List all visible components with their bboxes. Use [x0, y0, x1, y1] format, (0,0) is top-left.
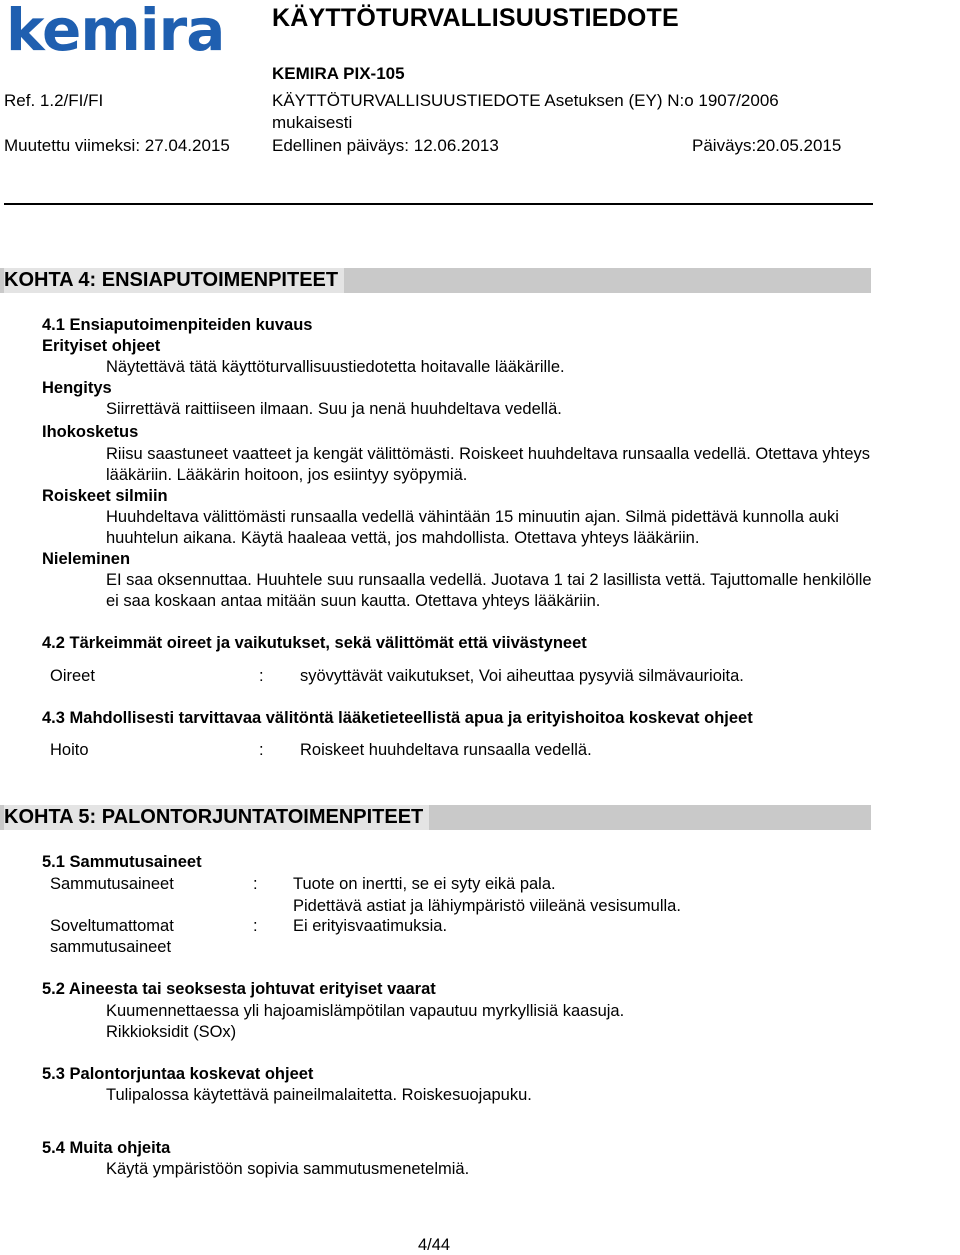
treatment-colon: :	[259, 741, 264, 759]
suitable-media-colon: :	[253, 875, 258, 893]
revised-date: Muutettu viimeksi: 27.04.2015	[4, 136, 230, 155]
unsuitable-media-colon: :	[253, 917, 258, 935]
treatment-value: Roiskeet huuhdeltava runsaalla vedellä.	[300, 741, 592, 759]
skin-contact-text-1: Riisu saastuneet vaatteet ja kengät välittömästi. Roiskeet huuhdeltava runsaalla vedellä. Otettava yhteys	[106, 445, 871, 463]
logo-text: kemira	[6, 2, 225, 56]
regulation-line-1: KÄYTTÖTURVALLISUUSTIEDOTE Asetuksen (EY) N:o 1907/2006	[272, 91, 779, 110]
skin-contact-text-2: lääkäriin. Lääkärin hoitoon, jos esiintyy syöpymiä.	[106, 466, 468, 484]
skin-contact-label: Ihokosketus	[42, 423, 139, 441]
suitable-media-label: Sammutusaineet	[50, 875, 174, 893]
reference-number: Ref. 1.2/FI/FI	[4, 91, 104, 110]
ingestion-text-1: EI saa oksennuttaa. Huuhtele suu runsaalla vedellä. Juotava 1 tai 2 lasillista vettä. Tajuttomalle henkilölle	[106, 571, 872, 589]
subsection-5-2-title: 5.2 Aineesta tai seoksesta johtuvat erityiset vaarat	[42, 980, 436, 998]
unsuitable-media-value: Ei erityisvaatimuksia.	[293, 917, 448, 935]
special-hazards-text-1: Kuumennettaessa yli hajoamislämpötilan vapautuu myrkyllisiä kaasuja.	[106, 1002, 625, 1020]
ingestion-text-2: ei saa koskaan antaa mitään suun kautta. Otettava yhteys lääkäriin.	[106, 592, 601, 610]
issue-date: Päiväys:20.05.2015	[692, 136, 842, 155]
symptoms-value: syövyttävät vaikutukset, Voi aiheuttaa pysyviä silmävaurioita.	[300, 667, 744, 685]
section-4-title: KOHTA 4: ENSIAPUTOIMENPITEET	[4, 268, 344, 293]
subsection-4-3-title: 4.3 Mahdollisesti tarvittavaa välitöntä lääketieteellistä apua ja erityishoitoa koskevat ohjeet	[42, 709, 753, 727]
inhalation-text: Siirrettävä raittiiseen ilmaan. Suu ja nenä huuhdeltava vedellä.	[106, 400, 562, 418]
inhalation-label: Hengitys	[42, 379, 112, 397]
product-name: KEMIRA PIX-105	[272, 64, 405, 83]
kemira-logo	[6, 2, 238, 56]
page-number: 4/44	[418, 1236, 451, 1254]
symptoms-label: Oireet	[50, 667, 95, 685]
header-divider	[4, 203, 873, 205]
subsection-5-4-title: 5.4 Muita ohjeita	[42, 1139, 171, 1157]
suitable-media-value-1: Tuote on inertti, se ei syty eikä pala.	[293, 875, 556, 893]
subsection-4-2-title: 4.2 Tärkeimmät oireet ja vaikutukset, sekä välittömät että viivästyneet	[42, 634, 587, 652]
other-advice-text: Käytä ympäristöön sopivia sammutusmenetelmiä.	[106, 1160, 470, 1178]
eye-contact-label: Roiskeet silmiin	[42, 487, 168, 505]
unsuitable-media-label-1: Soveltumattomat	[50, 917, 174, 935]
section-5-title: KOHTA 5: PALONTORJUNTATOIMENPITEET	[4, 805, 429, 830]
eye-contact-text-2: huuhtelun aikana. Käytä haaleaa vettä, jos mahdollista. Otettava yhteys lääkäriin.	[106, 529, 700, 547]
suitable-media-value-2: Pidettävä astiat ja lähiympäristö viileänä vesisumulla.	[293, 897, 681, 915]
general-advice-text: Näytettävä tätä käyttöturvallisuustiedotetta hoitavalle lääkärille.	[106, 358, 565, 376]
symptoms-colon: :	[259, 667, 264, 685]
subsection-5-1-title: 5.1 Sammutusaineet	[42, 853, 202, 871]
general-advice-label: Erityiset ohjeet	[42, 337, 161, 355]
ingestion-label: Nieleminen	[42, 550, 131, 568]
previous-date: Edellinen päiväys: 12.06.2013	[272, 136, 499, 155]
firefighter-advice-text: Tulipalossa käytettävä paineilmalaitetta. Roiskesuojapuku.	[106, 1086, 532, 1104]
special-hazards-text-2: Rikkioksidit (SOx)	[106, 1023, 237, 1041]
treatment-label: Hoito	[50, 741, 89, 759]
subsection-4-1-title: 4.1 Ensiaputoimenpiteiden kuvaus	[42, 316, 313, 334]
regulation-line-2: mukaisesti	[272, 113, 353, 132]
document-title: KÄYTTÖTURVALLISUUSTIEDOTE	[272, 4, 679, 32]
eye-contact-text-1: Huuhdeltava välittömästi runsaalla vedellä vähintään 15 minuutin ajan. Silmä pidettävä kunnolla auki	[106, 508, 839, 526]
subsection-5-3-title: 5.3 Palontorjuntaa koskevat ohjeet	[42, 1065, 314, 1083]
unsuitable-media-label-2: sammutusaineet	[50, 938, 172, 956]
